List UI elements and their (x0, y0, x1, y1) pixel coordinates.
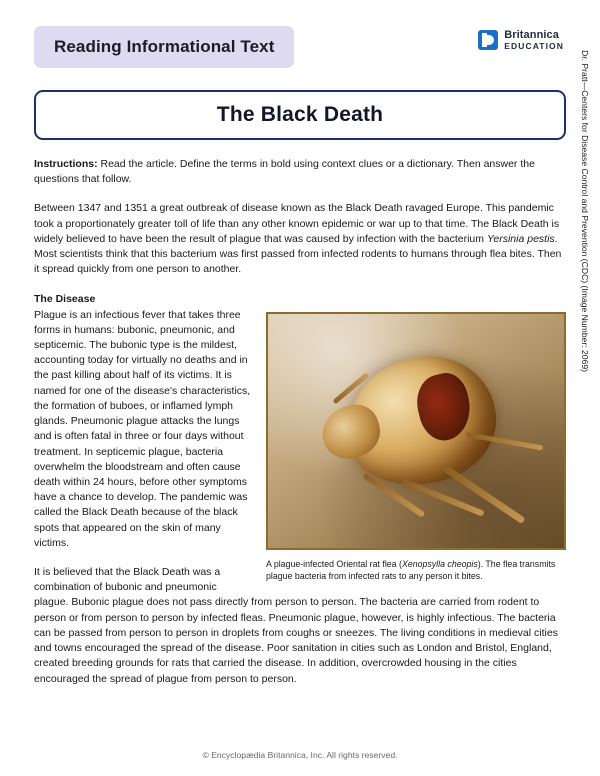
brand-wordmark (504, 30, 564, 50)
page-title: The Black Death (216, 103, 384, 126)
caption-run-1: A plague-infected Oriental rat flea ( (266, 558, 402, 569)
intro-run-1: Between 1347 and 1351 a great outbreak of disease known as the Black Death ravaged Europe. This pandemic took a proportionately greater toll of life than any other known epidemic or war up to that time. The Black Death is widely believed to have been the result of plague that was caused by infection with the bacterium (34, 202, 560, 245)
instructions-text: Read the article. Define the terms in bold using context clues or a dictionary. Then answer the questions that follow. (34, 158, 535, 186)
caption-run-2-italic: Xenopsylla cheopis (401, 558, 478, 569)
caption-run-3: ). The flea transmits plague bacteria from infected rats to any person it bites. (266, 558, 556, 581)
figure-caption (266, 558, 566, 583)
britannica-thistle-icon (478, 30, 498, 50)
brand-name: Britannica (504, 29, 559, 41)
figure-oriental-rat-flea (266, 312, 566, 583)
paragraph-transmission: It is believed that the Black Death was a combination of bubonic and pneumonic plague. Bubonic plague does not pass directly from person to person. The bacteria are carried from rodent to person or from person to person by infected fleas. Pneumonic plague, however, is highly infectious. The bacteria can be passed from person to person in droplets from coughs or sneezes. The living conditions in medieval cities and towns encouraged the spread of the disease. Poor sanitation in cities such as London and Bristol, England, created breeding grounds for rats that carried the disease. In addition, overcrowded housing in the cities encouraged the spread of plague from person to person. (34, 566, 558, 685)
page-header (34, 26, 566, 68)
section-heading-the-disease: The Disease (34, 292, 96, 305)
oriental-rat-flea-photo (266, 312, 566, 550)
britannica-education-logo (478, 30, 564, 50)
footer-copyright: © Encyclopædia Britannica, Inc. All rights reserved. (202, 750, 398, 760)
brand-subtitle: EDUCATION (504, 40, 564, 51)
intro-run-2-italic: Yersinia pestis (486, 232, 555, 245)
article-title-box (34, 90, 566, 140)
instructions (34, 157, 566, 187)
paragraph-intro (34, 201, 566, 277)
intro-run-3: . Most scientists think that this bacterium was first passed from infected rodents to humans through flea bites. Then it spread quickly from one person to another. (34, 232, 562, 276)
reading-category-badge: Reading Informational Text (34, 26, 294, 68)
instructions-label: Instructions: (34, 158, 98, 170)
paragraph-disease: Plague is an infectious fever that takes three forms in humans: bubonic, pneumonic, and septicemic. The bubonic type is the mildest, accounting today for virtually no deaths and in the past killing about half of its victims. It is named for one of the disease's characteristics, the formation of buboes, or inflamed lymph glands. Pneumonic plague attacks the lungs and is often fatal in three or four days without treatment. In septicemic plague, bacteria overwhelm the bloodstream and often cause death within 24 hours, before other symptoms have a chance to develop. The pandemic was called the Black Death because of the black spots that appeared on the skin of many victims. (34, 308, 251, 549)
photo-credit: Dr. Pratt—Centers for Disease Control and Prevention (CDC) (Image Number: 2069) (580, 50, 590, 372)
